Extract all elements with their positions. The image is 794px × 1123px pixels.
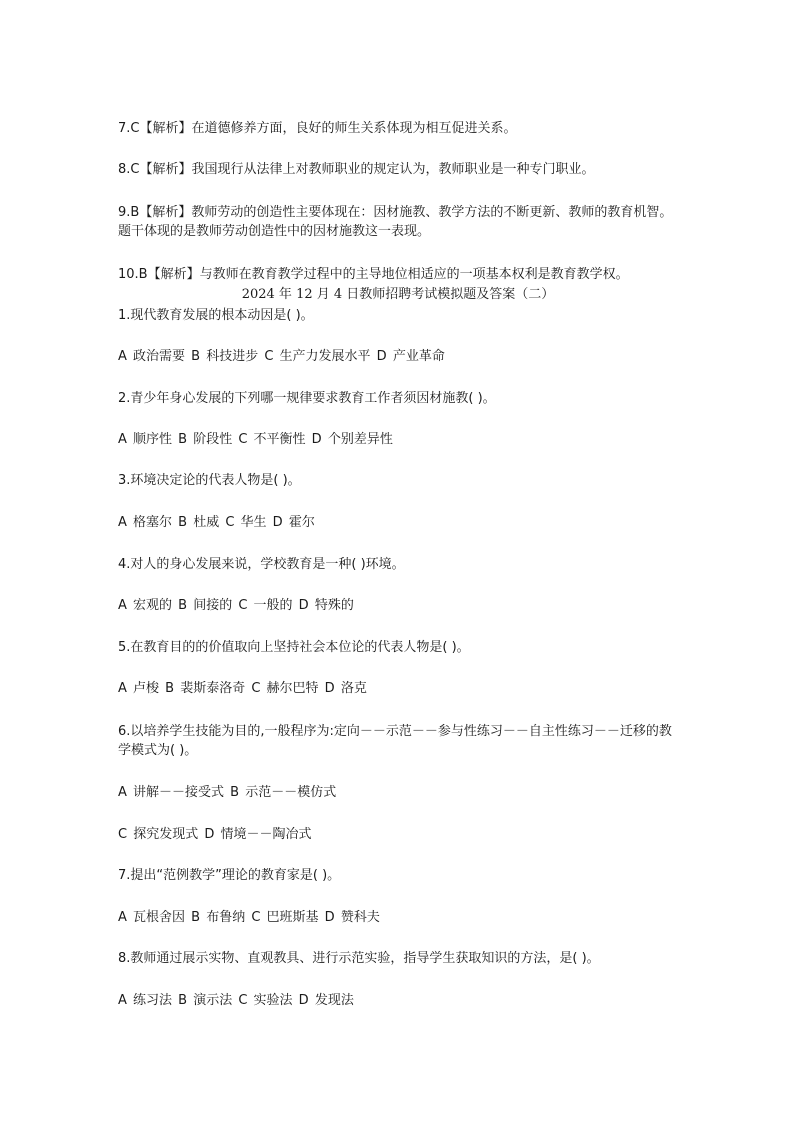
question-8-options: A 练习法 B 演示法 C 实验法 D 发现法 <box>118 993 354 1008</box>
question-1-options: A 政治需要 B 科技进步 C 生产力发展水平 D 产业革命 <box>118 349 445 364</box>
question-4-options: A 宏观的 B 间接的 C 一般的 D 特殊的 <box>118 598 354 613</box>
question-1: 1.现代教育发展的根本动因是( )。 <box>118 308 314 323</box>
question-7: 7.提出“范例教学”理论的教育家是( )。 <box>118 868 341 883</box>
question-3: 3.环境决定论的代表人物是( )。 <box>118 473 301 488</box>
answer-10: 10.B【解析】与教师在教育教学过程中的主导地位相适应的一项基本权利是教育教学权。 <box>118 267 629 282</box>
question-6-options: A 讲解－－接受式 B 示范－－模仿式 <box>118 785 337 800</box>
question-2: 2.青少年身心发展的下列哪一规律要求教育工作者须因材施教( )。 <box>118 391 496 406</box>
answer-7: 7.C【解析】在道德修养方面，良好的师生关系体现为相互促进关系。 <box>118 121 517 136</box>
question-5-options: A 卢梭 B 裴斯泰洛奇 C 赫尔巴特 D 洛克 <box>118 681 367 696</box>
question-6-options-2: C 探究发现式 D 情境－－陶冶式 <box>118 827 312 842</box>
answer-8: 8.C【解析】我国现行从法律上对教师职业的规定认为，教师职业是一种专门职业。 <box>118 162 595 177</box>
question-3-options: A 格塞尔 B 杜威 C 华生 D 霍尔 <box>118 515 315 530</box>
question-7-options: A 瓦根舍因 B 布鲁纳 C 巴班斯基 D 赞科夫 <box>118 910 380 925</box>
question-6: 6.以培养学生技能为目的,一般程序为:定向－－示范－－参与性练习－－自主性练习－－迁移的教学模式为( )。 <box>118 724 672 758</box>
answer-9: 9.B【解析】教师劳动的创造性主要体现在：因材施教、教学方法的不断更新、教师的教育机智。题干体现的是教师劳动创造性中的因材施教这一表现。 <box>118 205 673 239</box>
question-4: 4.对人的身心发展来说，学校教育是一种( )环境。 <box>118 557 405 572</box>
question-2-options: A 顺序性 B 阶段性 C 不平衡性 D 个别差异性 <box>118 432 393 447</box>
question-8: 8.教师通过展示实物、直观教具、进行示范实验，指导学生获取知识的方法，是( )。 <box>118 951 600 966</box>
question-5: 5.在教育目的的价值取向上坚持社会本位论的代表人物是( )。 <box>118 640 470 655</box>
section-title: 2024 年 12 月 4 日教师招聘考试模拟题及答案（二） <box>241 287 555 302</box>
